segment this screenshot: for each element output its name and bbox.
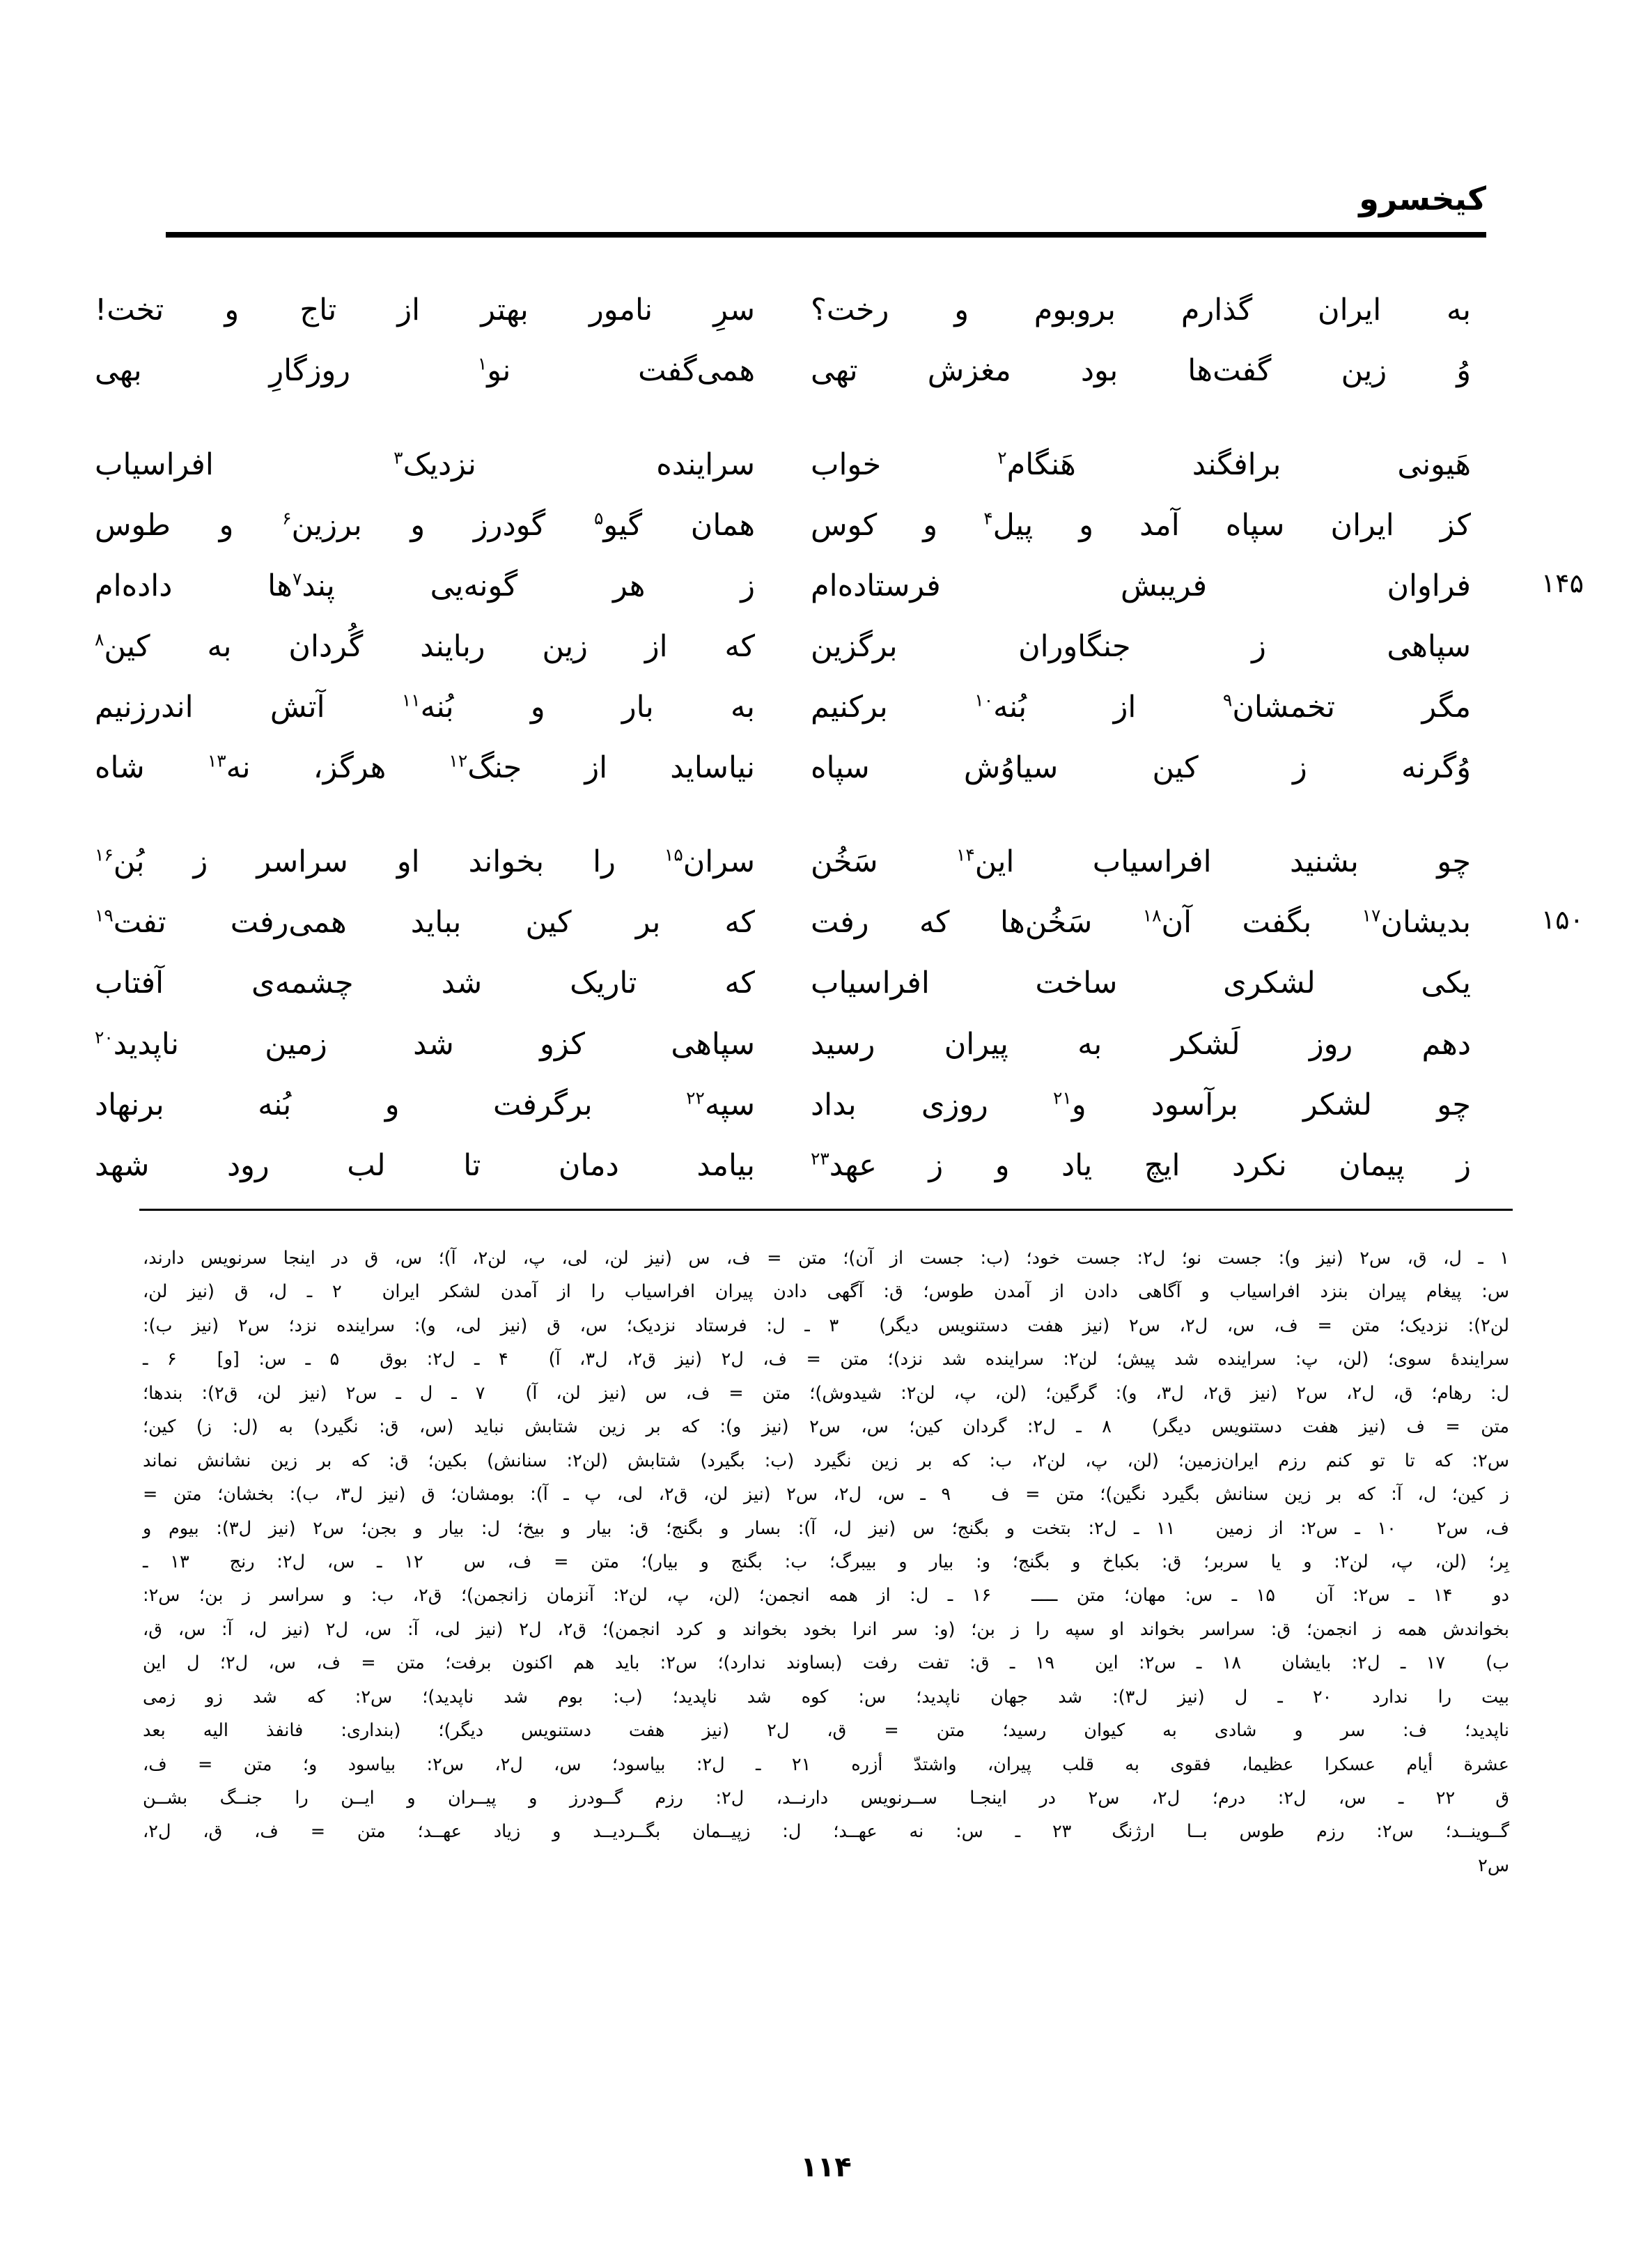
verse-line-number: ۱۴۵: [1541, 568, 1584, 599]
hemistich-left: که بر کین بباید همی‌رفت تفت$^{۱۹}$: [95, 905, 755, 940]
verse-line: [95, 747, 1486, 789]
page-header: [166, 181, 1486, 265]
hemistich-right: فراوان فریبش فرستاده‌ام: [811, 568, 1471, 604]
apparatus-criticus: [143, 1241, 1509, 1882]
apparatus-line: س: پیغام پیران بنزد افراسیاب و آگاهی دادن از آمدن طوس؛ ق: آگهی دادن پیران افراسیاب را از آمدن لشکر ایران۲ ـ ل، ق (نیز لن،: [143, 1281, 1509, 1303]
hemistich-left: بیامد دمان تا لب رود شهد: [95, 1147, 755, 1183]
hemistich-left: سراینده نزدیک$^۳$ افراسیاب: [95, 447, 755, 483]
hemistich-right: ز پیمان نکرد ایچ یاد و ز عهد$^{۲۳}$: [811, 1147, 1471, 1183]
verse-line: [95, 565, 1584, 607]
hemistich-left: که از زین ربایند گُردان به کین$^۸$: [95, 629, 755, 665]
hemistich-left: سپه$^{۲۲}$ برگرفت و بُنه برنهاد: [95, 1087, 755, 1122]
apparatus-line: ل: رهام؛ ق، ل۲، س۲ (نیز ق۲، ل۳، و): گرگین؛ (لن، پ، لن۲: شیدوش)؛ متن = ف، س (نیز لن، آ)۷ ـ ل ـ س۲ (نیز لن، ق۲): بندها؛: [143, 1382, 1509, 1404]
apparatus-line: ز کین؛ ل، آ: که بر زین سنانش بگیرد نگین)؛ متن = ف۹ ـ س، ل۲، س۲ (نیز لن، ق۲، لی، پ ـ آ): بومشان؛ ق (نیز ل۳، ب): بخشان؛ متن =: [143, 1484, 1509, 1505]
hemistich-right: دهم روز لَشکر به پیران رسید: [811, 1026, 1471, 1062]
apparatus-line: بیت را ندارد۲۰ ـ ل (نیز ل۳): شد جهان ناپدید؛ س: کوه شد ناپدید؛ (ب: بوم شد ناپدید)؛ س۲: که شد زو زمی: [143, 1686, 1509, 1708]
hemistich-right: وُ زین گفت‌ها بود مغزش تهی: [811, 353, 1471, 389]
verse-line-number: ۱۵۰: [1541, 904, 1584, 936]
verse-line: [95, 444, 1486, 486]
verse-line: [95, 626, 1486, 668]
apparatus-line: بخواندش همه ز انجمن؛ ق: سراسر بخواند او سپه را ز بن؛ (و: سر انرا بخود بخواند و کرد انجمن)؛ ق۲، ل۲ (نیز لی، آ: س، ل۲ (نیز ل، آ: س، ق،: [143, 1618, 1509, 1640]
header-rule: [166, 232, 1486, 238]
apparatus-rule: [139, 1209, 1513, 1211]
verse-line: [95, 1023, 1486, 1066]
hemistich-left: ز هر گونه‌یی پند$^۷$ها داده‌ام: [95, 568, 755, 604]
hemistich-left: که تاریک شد چشمه‌ی آفتاب: [95, 966, 755, 1001]
verse-line: [95, 1145, 1486, 1187]
stanza: [95, 444, 1584, 789]
apparatus-line: گــوینــد؛ س۲: رزم طوس بــا ارژنگ۲۳ ـ س: نه عهــد؛ ل: زپیــمان بگــردیــد و زیاد عهــد؛ متن = ف، ق، ل۲،: [143, 1821, 1509, 1843]
apparatus-line: عشرة أیام عسکرا عظیما، فقوی به قلب پیران، واشتدّ أزره۲۱ ـ ل۲: بیاسود؛ س، ل۲، س۲: بیاسود و؛ متن = ف،: [143, 1753, 1510, 1775]
verse-line: [95, 962, 1486, 1005]
apparatus-line: ق۲۲ ـ س، ل۲: درم؛ ل۲، س۲ در اینجـا ســرنویس دارنــد، ل۲: رزم گــودرز و پیــران و ایــن را جنــگ بشــن: [143, 1788, 1509, 1809]
apparatus-line: ب)۱۷ ـ ل۲: بایشان۱۸ ـ س۲: این۱۹ ـ ق: تفت رفت (بساوند ندارد)؛ س۲: باید هم اکنون برفت؛ متن = ف، س، ل۲؛ ل این: [143, 1652, 1510, 1674]
hemistich-right: وُگرنه ز کین سیاوُش سپاه: [811, 750, 1471, 786]
hemistich-right: بدیشان$^{۱۷}$ بگفت آن$^{۱۸}$ سَخُن‌ها که رفت: [811, 905, 1471, 940]
hemistich-right: به ایران گذارم بروبوم و رخت؟: [811, 293, 1471, 327]
apparatus-line: بِر؛ (لن، پ، لن۲: و یا سربر؛ ق: بکباخ و بگنج؛ و: بیار و بیبرگ؛ ب: بگنج و بیار)؛ متن = ف، س۱۲ ـ س، ل۲: رنج۱۳ ـ: [143, 1551, 1509, 1572]
apparatus-line: ۱ ـ ل، ق، س۲ (نیز و): جست نو؛ ل۲: جست خود؛ (ب: جست از آن)؛ متن = ف، س (نیز لن، لی، پ، لن۲، آ)؛ س، ق در اینجا سرنویس دارند،: [143, 1248, 1509, 1269]
apparatus-line: س۲: که تا تو کنم رزم ایران‌زمین؛ (لن، پ، لن۲، ب: که بر زین نگیرد (ب: بگیرد) شتابش (لن۲: سنانش) بکین؛ ق: که بر زین نشانش نماند: [143, 1450, 1509, 1471]
verse-line: [95, 686, 1486, 729]
stanza: [95, 289, 1486, 392]
hemistich-left: نیاساید از جنگ$^{۱۲}$ هرگز، نه$^{۱۳}$ شاه: [95, 750, 755, 786]
apparatus-line: س۲: [1478, 1855, 1509, 1876]
verse-line: [95, 504, 1486, 547]
folio-number: ۱۱۴: [800, 2151, 852, 2183]
hemistich-right: مگر تخمشان$^۹$ از بُنه$^{۱۰}$ برکنیم: [811, 690, 1472, 725]
hemistich-right: یکی لشکری ساخت افراسیاب: [811, 966, 1471, 1001]
stanza: [95, 841, 1584, 1186]
apparatus-line: متن = ف (نیز هفت دستنویس دیگر)۸ ـ ل۲: گردان کین؛ س، س۲ (نیز و): که بر زین شتابش نباید (س، ق: نگیرد) به (ل: ز) کین؛: [143, 1416, 1509, 1438]
apparatus-line: ف، س۲۱۰ ـ س۲: از زمین۱۱ ـ ل۲: بتخت و بگنج؛ س (نیز ل، آ): بسار و بگنج؛ ق: بیار و بیخ؛ ل: بیار و بجن؛ س۲ (نیز ل۳): بیوم و: [143, 1517, 1509, 1539]
hemistich-left: سرِ نامور بهتر از تاج و تخت!: [95, 293, 755, 327]
apparatus-line: دو۱۴ ـ س۲: آن۱۵ ـ س: مهان؛ متن ـــــ۱۶ ـ ل: از همه انجمن؛ (لن، پ، لن۲: آنزمان زانجمن)؛ ق۲، ب: و سراسر ز بن؛ س۲:: [143, 1585, 1510, 1606]
verse-line: [95, 901, 1584, 944]
hemistich-right: هَیونی برافگند هَنگام$^۲$ خواب: [811, 447, 1471, 483]
verse-line: [95, 350, 1486, 392]
apparatus-line: لن۲): نزدیک؛ متن = ف، س، ل۲، س۲ (نیز هفت دستنویس دیگر)۳ ـ ل: فرستاد نزدیک؛ س، ق (نیز لی، و): سراینده نزد؛ س۲ (نیز ب):: [143, 1315, 1509, 1336]
hemistich-right: کز ایران سپاه آمد و پیل$^۴$ و کوس: [811, 508, 1472, 543]
hemistich-right: سپاهی ز جنگاوران برگزین: [811, 629, 1471, 665]
hemistich-right: چو لشکر برآسود و$^{۲۱}$ روزی بداد: [811, 1087, 1471, 1122]
verse-line: [95, 289, 1486, 332]
hemistich-left: سران$^{۱۵}$ را بخواند او سراسر ز بُن$^{۱۶}$: [95, 844, 755, 880]
apparatus-line: سرایندهٔ سوی؛ (لن، پ: سراینده شد پیش؛ لن۲: سراینده شد نزد)؛ متن = ف، ل۲ (نیز ق۲، ل۳، آ)۴ ـ ل۲: بوق۵ ـ س: [و]۶ ـ: [143, 1349, 1509, 1370]
hemistich-left: همی‌گفت نو$^۱$ روزگارِ بهی: [95, 353, 755, 389]
hemistich-left: به بار و بُنه$^{۱۱}$ آتش اندرزنیم: [95, 690, 756, 725]
running-head: کیخسرو: [1359, 180, 1486, 217]
hemistich-left: همان گیو$^۵$ گودرز و برزین$^۶$ و طوس: [95, 508, 756, 543]
verse-line: [95, 841, 1486, 883]
apparatus-line: ناپدید؛ ف: سر و شادی به کیوان رسید؛ متن = ق، ل۲ (نیز هفت دستنویس دیگر)؛ (بنداری: فانفذ الیه بعد: [143, 1720, 1510, 1742]
verse-body: [95, 289, 1584, 1187]
verse-line: [95, 1084, 1486, 1126]
hemistich-left: سپاهی کزو شد زمین ناپدید$^{۲۰}$: [95, 1026, 755, 1062]
hemistich-right: چو بشنید افراسیاب این$^{۱۴}$ سَخُن: [811, 844, 1472, 880]
